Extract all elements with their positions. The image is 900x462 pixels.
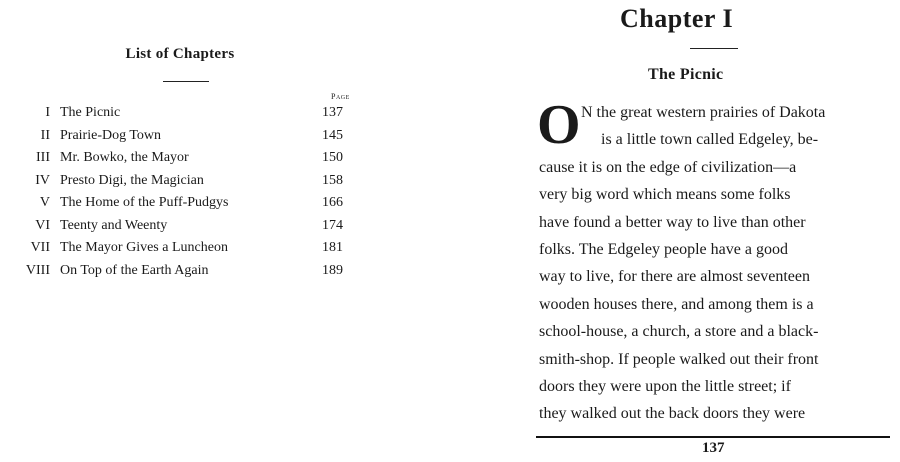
drop-cap: O [537, 94, 581, 156]
toc-row [0, 193, 380, 216]
right-page [450, 0, 900, 462]
text-line: way to live, for there are almost seventeen [539, 268, 810, 286]
chapter-entry-title: The Picnic [60, 105, 121, 120]
toc-row [0, 171, 380, 194]
chapter-entry-page: 181 [322, 240, 343, 255]
chapter-entry-title: Teenty and Weenty [60, 217, 168, 233]
toc-divider [163, 81, 209, 82]
chapter-numeral: III [36, 150, 50, 165]
chapter-entry-title: Prairie-Dog Town [60, 127, 162, 143]
chapter-entry-page: 150 [322, 150, 343, 165]
text-line: wooden houses there, and among them is a [539, 295, 814, 313]
text-line: cause it is on the edge of civilization—a [539, 158, 797, 176]
chapter-entry-title: Mr. Bowko, the Mayor [60, 150, 189, 165]
chapter-divider [690, 48, 738, 49]
toc-row [0, 126, 380, 149]
toc-row [0, 238, 380, 261]
chapter-heading: Chapter I [620, 4, 734, 33]
page-column-label: Page [331, 92, 350, 101]
chapter-entry-title: The Home of the Puff-Pudgys [60, 195, 229, 210]
text-line: N the great western prairies of Dakota [581, 104, 826, 121]
chapter-entry-page: 158 [322, 172, 343, 188]
chapter-body-text [537, 94, 889, 428]
chapter-entry-page: 145 [322, 127, 343, 143]
chapter-entry-page: 189 [322, 262, 343, 278]
chapter-numeral: V [39, 195, 50, 210]
footer-rule [536, 436, 890, 438]
toc-row [0, 148, 380, 171]
toc-title: List of Chapters [125, 46, 235, 62]
chapter-numeral: VII [30, 240, 50, 255]
toc-row [0, 103, 380, 126]
chapter-entry-page: 137 [322, 105, 343, 120]
chapter-entry-title: The Mayor Gives a Luncheon [60, 240, 228, 255]
chapter-entry-title: On Top of the Earth Again [60, 262, 209, 278]
text-line: smith-shop. If people walked out their front [539, 350, 819, 368]
page-number: 137 [702, 440, 725, 456]
text-line: is a little town called Edgeley, be- [601, 131, 819, 149]
text-line: doors they were upon the little street; if [539, 378, 791, 396]
chapter-title: The Picnic [648, 66, 724, 83]
chapter-list [0, 103, 380, 283]
text-line: school-house, a church, a store and a black- [539, 323, 819, 341]
text-line: have found a better way to live than other [539, 213, 806, 231]
chapter-numeral: I [45, 105, 50, 120]
toc-row [0, 261, 380, 284]
text-line: they walked out the back doors they were [539, 405, 806, 423]
chapter-entry-page: 166 [322, 195, 343, 210]
toc-row [0, 216, 380, 239]
text-line: folks. The Edgeley people have a good [539, 241, 788, 259]
chapter-numeral: IV [35, 172, 50, 188]
chapter-numeral: VIII [25, 262, 50, 278]
text-line: very big word which means some folks [539, 186, 791, 204]
chapter-entry-page: 174 [322, 217, 343, 233]
chapter-numeral: II [40, 127, 50, 143]
chapter-numeral: VI [35, 217, 50, 233]
chapter-entry-title: Presto Digi, the Magician [60, 172, 204, 188]
